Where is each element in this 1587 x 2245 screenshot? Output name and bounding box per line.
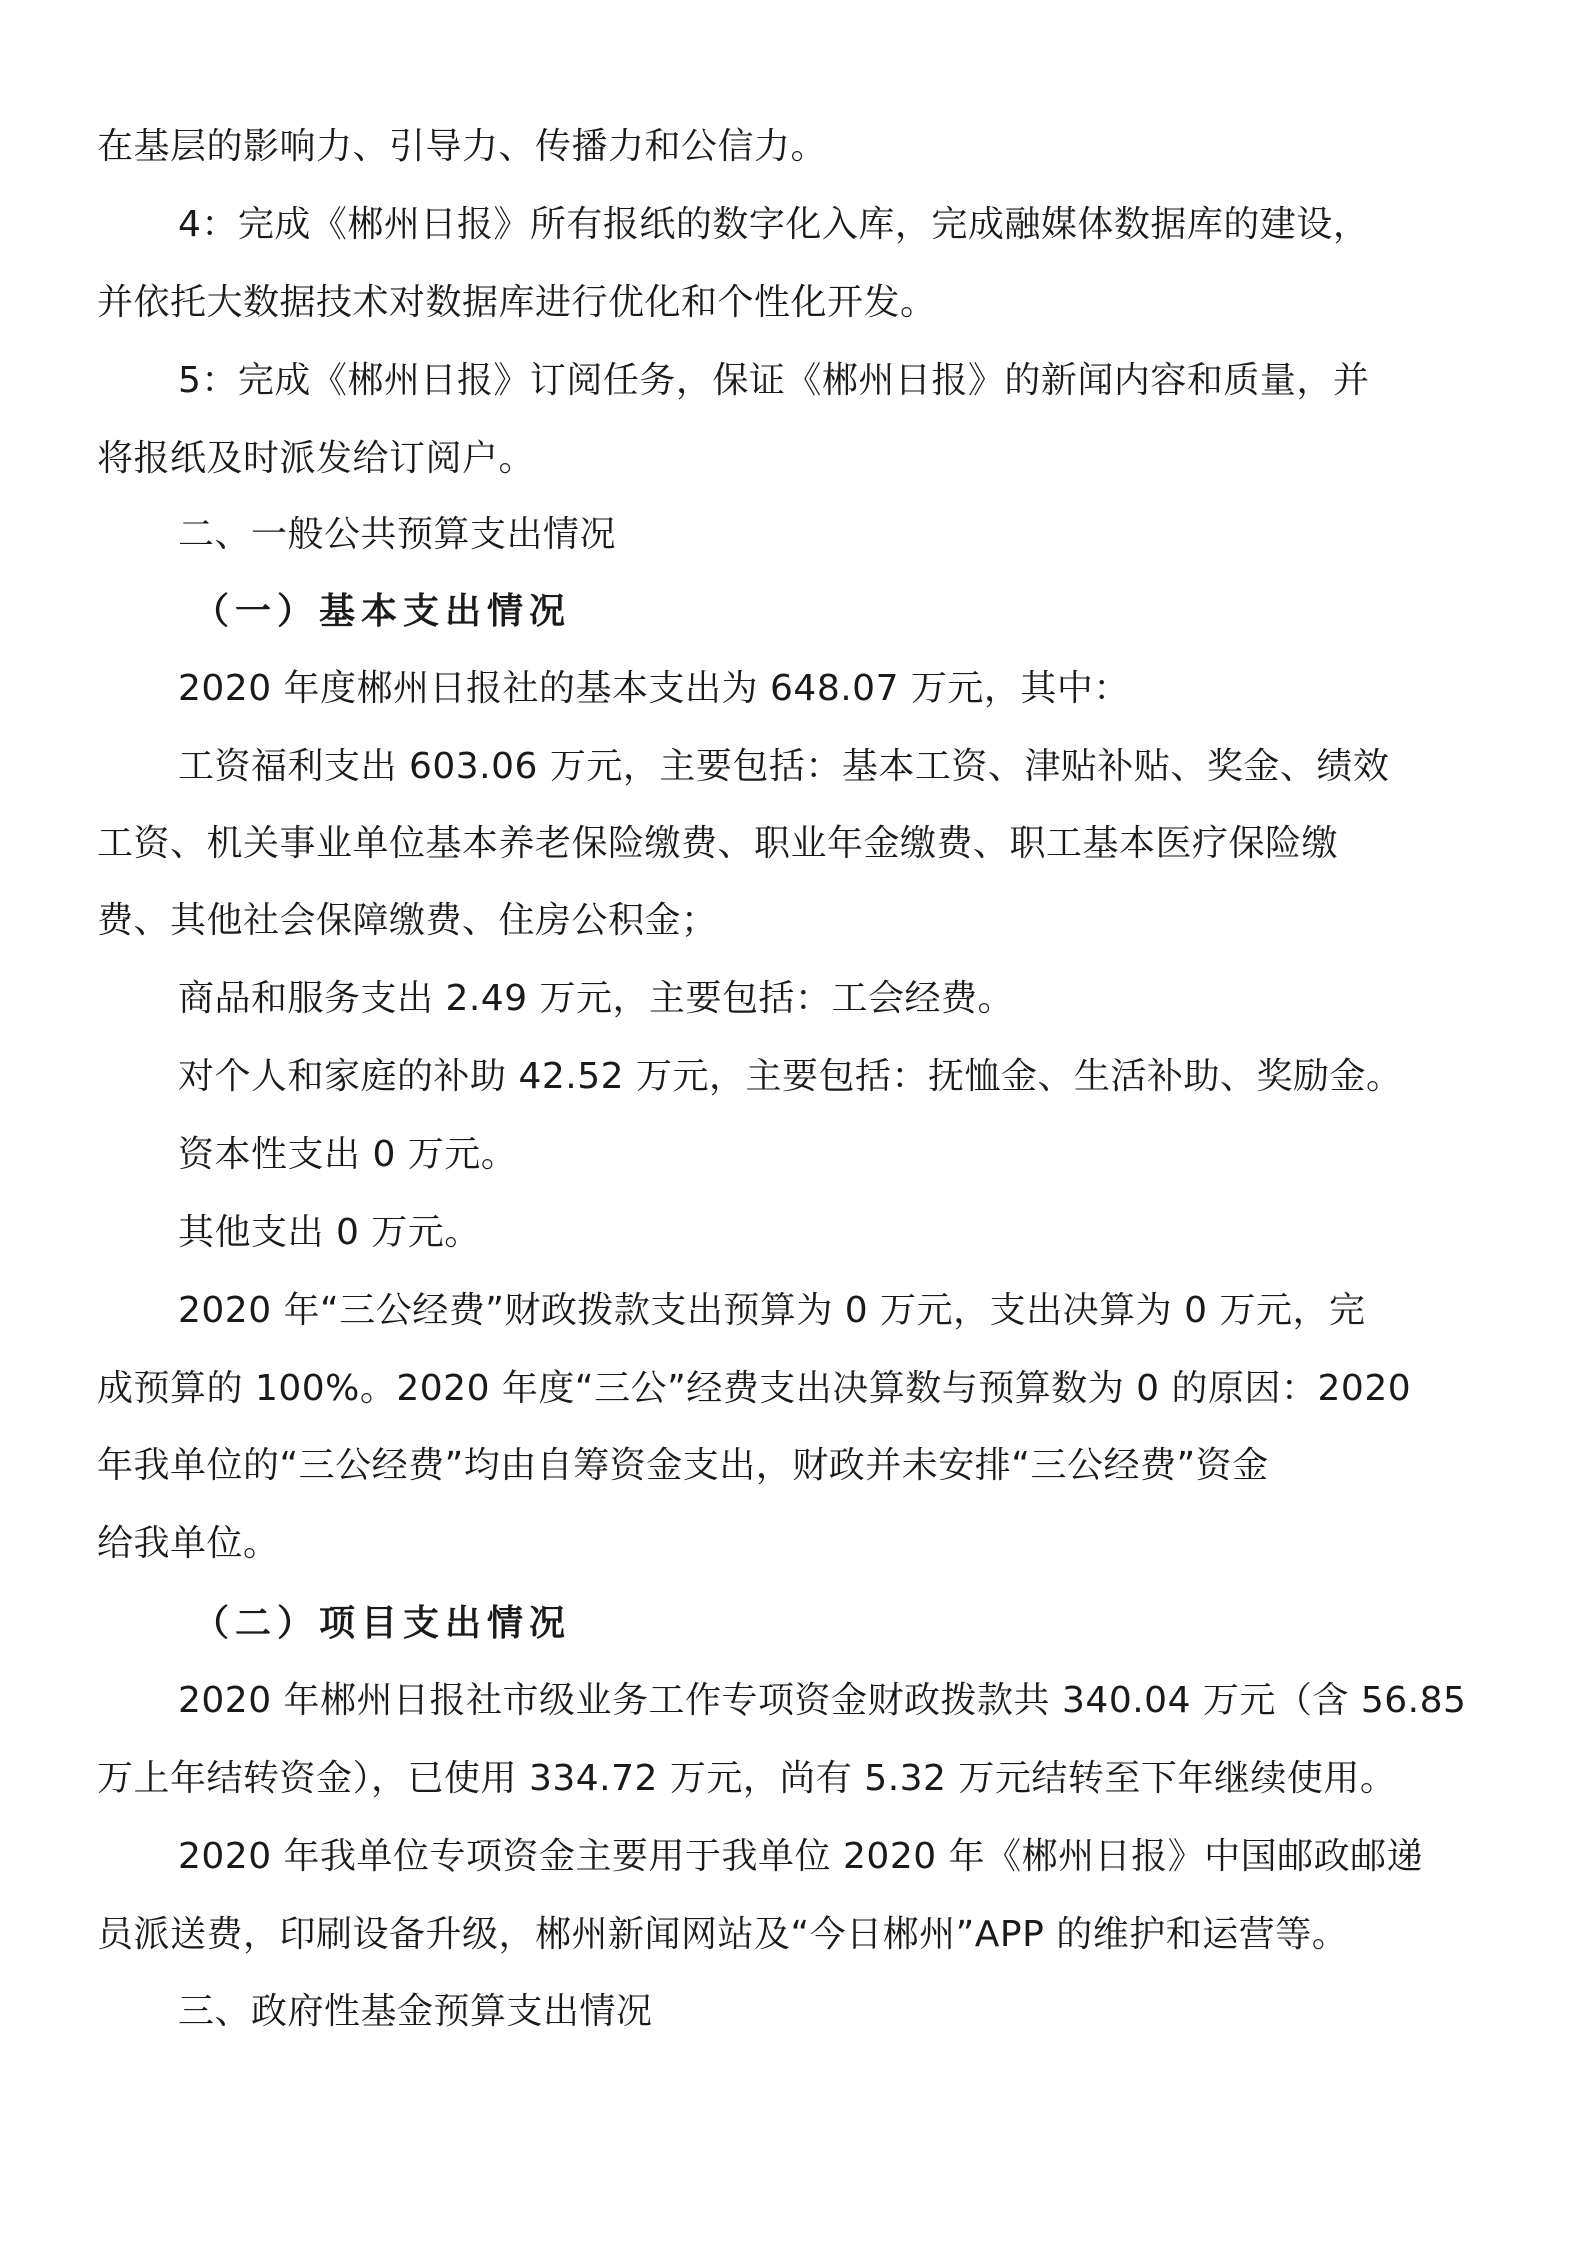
subsection-heading: （一）基本支出情况 bbox=[193, 590, 572, 632]
paragraph-line: 成预算的 100%。2020 年度“三公”经费支出决算数与预算数为 0 的原因：2020 bbox=[97, 1368, 1412, 1409]
paragraph-line: 2020 年郴州日报社市级业务工作专项资金财政拨款共 340.04 万元（含 56.85 bbox=[178, 1680, 1467, 1721]
paragraph-line: 其他支出 0 万元。 bbox=[178, 1212, 481, 1253]
paragraph-line: 给我单位。 bbox=[97, 1523, 280, 1564]
paragraph-line: 万上年结转资金），已使用 334.72 万元，尚有 5.32 万元结转至下年继续使用。 bbox=[97, 1758, 1397, 1799]
section-heading: 二、一般公共预算支出情况 bbox=[178, 514, 617, 555]
paragraph-line: 将报纸及时派发给订阅户。 bbox=[97, 438, 536, 479]
paragraph-line: 工资、机关事业单位基本养老保险缴费、职业年金缴费、职工基本医疗保险缴 bbox=[97, 823, 1339, 864]
paragraph-line: 工资福利支出 603.06 万元，主要包括：基本工资、津贴补贴、奖金、绩效 bbox=[178, 746, 1390, 787]
paragraph-line: 2020 年我单位专项资金主要用于我单位 2020 年《郴州日报》中国邮政邮递 bbox=[178, 1836, 1424, 1877]
paragraph-line: 对个人和家庭的补助 42.52 万元，主要包括：抚恤金、生活补助、奖励金。 bbox=[178, 1056, 1403, 1097]
paragraph-line: 2020 年“三公经费”财政拨款支出预算为 0 万元，支出决算为 0 万元，完 bbox=[178, 1290, 1366, 1331]
paragraph-line: 员派送费，印刷设备升级，郴州新闻网站及“今日郴州”APP 的维护和运营等。 bbox=[97, 1914, 1349, 1955]
section-heading: 三、政府性基金预算支出情况 bbox=[178, 1991, 653, 2032]
paragraph-line: 4：完成《郴州日报》所有报纸的数字化入库，完成融媒体数据库的建设， bbox=[178, 204, 1370, 245]
paragraph-line: 2020 年度郴州日报社的基本支出为 648.07 万元，其中： bbox=[178, 668, 1130, 709]
paragraph-line: 并依托大数据技术对数据库进行优化和个性化开发。 bbox=[97, 282, 937, 323]
paragraph-line: 费、其他社会保障缴费、住房公积金； bbox=[97, 900, 718, 941]
paragraph-line: 5：完成《郴州日报》订阅任务，保证《郴州日报》的新闻内容和质量，并 bbox=[178, 360, 1370, 401]
paragraph-line: 资本性支出 0 万元。 bbox=[178, 1134, 518, 1175]
paragraph-line: 商品和服务支出 2.49 万元，主要包括：工会经费。 bbox=[178, 978, 1015, 1019]
subsection-heading: （二）项目支出情况 bbox=[193, 1602, 572, 1644]
paragraph-line: 在基层的影响力、引导力、传播力和公信力。 bbox=[97, 126, 828, 167]
paragraph-line: 年我单位的“三公经费”均由自筹资金支出，财政并未安排“三公经费”资金 bbox=[97, 1445, 1269, 1486]
